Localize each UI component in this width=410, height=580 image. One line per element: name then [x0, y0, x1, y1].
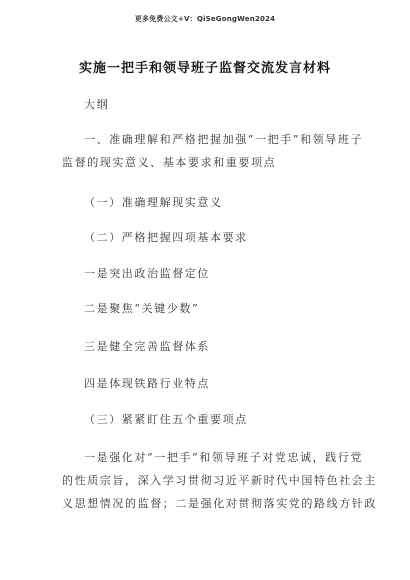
subsection-2: （二）严格把握四项基本要求 — [84, 231, 248, 244]
section-1-line-2: 监督的现实意义、基本要求和重要项点 — [62, 156, 277, 169]
outline-heading: 大纲 — [84, 98, 110, 111]
subsection-1: （一）准确理解现实意义 — [84, 196, 223, 209]
point-3: 三是健全完善监督体系 — [84, 340, 210, 353]
subsection-3: （三）紧紧盯住五个重要项点 — [84, 413, 248, 426]
header-note: 更多免费公文+V：QiSeGongWen2024 — [134, 15, 276, 23]
point-2: 二是聚焦“关键少数” — [84, 302, 200, 315]
paragraph-line-3: 义思想情况的监督；二是强化对贯彻落实党的路线方针政 — [62, 497, 377, 510]
section-1-line-1: 一、准确理解和严格把握加强“一把手”和领导班子 — [84, 133, 364, 146]
document-title: 实施一把手和领导班子监督交流发言材料 — [78, 61, 331, 76]
paragraph-line-1: 一是强化对“一把手”和领导班子对党忠诚，践行党 — [84, 451, 364, 464]
paragraph-line-2: 的性质宗旨，深入学习贯彻习近平新时代中国特色社会主 — [62, 474, 377, 487]
point-1: 一是突出政治监督定位 — [84, 267, 210, 280]
point-4: 四是体现铁路行业特点 — [84, 377, 210, 390]
